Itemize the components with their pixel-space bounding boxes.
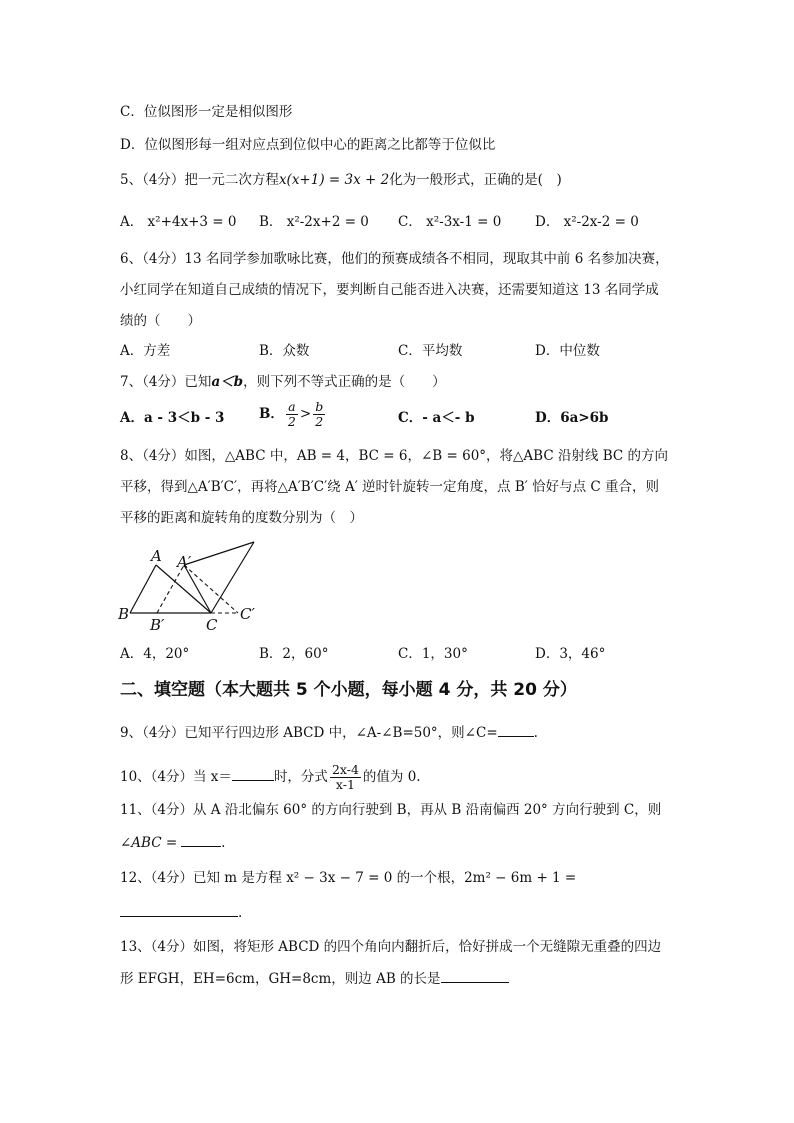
q11-answer-blank[interactable] [181, 832, 221, 847]
q9-answer-blank[interactable] [498, 722, 534, 737]
q10-suffix: 的值为 0. [362, 769, 421, 785]
triangle-translation-figure [118, 540, 268, 632]
q7-option-d: D．6a>6b [535, 410, 609, 426]
q10-prefix: 10、（4分）当 x＝ [120, 769, 232, 785]
q10-mid: 时，分式 [273, 769, 328, 785]
segment-ac [156, 565, 211, 613]
q5-equation: x(x+1) = 3x + 2 [278, 172, 390, 188]
q10-fraction: $\frac{2x-4}{x-1}$ [331, 762, 359, 792]
label-a-prime: A′ [177, 553, 192, 571]
q8-option-d: D．3，46° [535, 646, 606, 662]
q11-angle: ∠ABC = [120, 835, 178, 851]
question-6-line-2: 小红同学在知道自己成绩的情况下，要判断自己能否进入决赛，还需要知道这 13 名同学成 [120, 282, 659, 298]
q6-option-a: A．方差 [120, 343, 171, 359]
option-c-statement: C．位似图形一定是相似图形 [120, 104, 293, 120]
segment-b2-a2-dashed [157, 565, 184, 613]
q5-suffix: 化为一般形式，正确的是( ) [389, 172, 562, 188]
question-7 [120, 372, 734, 392]
q7-option-c: C．- a＜- b [398, 410, 475, 426]
segment-a2-c2-dashed [184, 565, 238, 613]
question-6-line-1: 6、（4分）13 名同学参加歌咏比赛，他们的预赛成绩各不相同，现取其中前 6 名参加决赛， [120, 251, 669, 267]
question-11-line-1: 11、（4分）从 A 沿北偏东 60° 的方向行驶到 B，再从 B 沿南偏西 20° 方向行驶到 C，则 [120, 802, 662, 818]
q6-option-b: B．众数 [259, 343, 310, 359]
question-8-line-3: 平移的距离和旋转角的度数分别为（ ） [120, 510, 363, 526]
label-c: C [206, 616, 218, 632]
question-6-line-3: 绩的（ ） [120, 313, 201, 329]
segment-a2-c [184, 565, 211, 613]
segment-top-c [211, 542, 254, 613]
q11-end: . [221, 835, 226, 851]
q9-end: . [533, 725, 538, 741]
q7-suffix: ，则下列不等式正确的是（ ） [243, 374, 446, 390]
q8-option-a: A．4，20° [120, 646, 190, 662]
q13-text: 形 EFGH，EH=6cm，GH=8cm，则边 AB 的长是 [120, 971, 441, 987]
q5-option-d: D． x²-2x-2 = 0 [535, 214, 639, 230]
q7-option-a: A．a - 3＜b - 3 [120, 410, 225, 426]
section-2-title: 二、填空题（本大题共 5 个小题，每小题 4 分，共 20 分） [120, 680, 577, 700]
q5-option-b: B． x²-2x+2 = 0 [259, 214, 369, 230]
label-c-prime: C′ [240, 605, 255, 623]
q9-text: 9、（4分）已知平行四边形 ABCD 中，∠A-∠B=50°，则∠C= [120, 725, 498, 741]
q7-prefix: 7、（4分）已知 [120, 374, 212, 390]
q7-option-b [259, 400, 327, 429]
label-a: A [151, 547, 162, 565]
q6-option-d: D．中位数 [535, 343, 600, 359]
q8-option-c: C．1，30° [398, 646, 468, 662]
q7-fraction-a-over-2: $\frac{a}{2}$ [287, 399, 296, 429]
question-5 [120, 170, 734, 190]
question-13-line-2 [120, 968, 734, 989]
option-d-statement: D．位似图形每一组对应点到位似中心的距离之比都等于位似比 [120, 137, 496, 153]
q5-prefix: 5、（4分）把一元二次方程 [120, 172, 279, 188]
question-10 [120, 760, 734, 794]
q5-option-c: C． x²-3x-1 = 0 [398, 214, 502, 230]
q7-fraction-b-over-2: $\frac{b}{2}$ [315, 399, 324, 429]
q13-answer-blank[interactable] [441, 968, 509, 983]
question-12-answer-line [120, 902, 734, 923]
label-b-prime: B′ [150, 616, 165, 632]
segment-a2-top [184, 542, 254, 565]
question-12: 12、（4分）已知 m 是方程 x² − 3x − 7 = 0 的一个根，2m² − 6m + 1 = [120, 870, 577, 886]
segment-ab [130, 565, 156, 613]
question-13-line-1: 13、（4分）如图，将矩形 ABCD 的四个角向内翻折后，恰好拼成一个无缝隙无重叠的四边 [120, 939, 662, 955]
question-11-line-2 [120, 832, 734, 853]
q5-option-a: A． x²+4x+3 = 0 [120, 214, 237, 230]
q12-end: . [238, 905, 243, 921]
q7-option-b-label: B． [259, 406, 284, 422]
q10-answer-blank[interactable] [232, 766, 274, 781]
q6-option-c: C．平均数 [398, 343, 463, 359]
q7-condition: a＜b [211, 374, 244, 390]
question-8-line-1: 8、（4分）如图，△ABC 中，AB = 4，BC = 6，∠B = 60°，将△ABC 沿射线 BC 的方向 [120, 448, 669, 464]
question-8-line-2: 平移，得到△A′B′C′，再将△A′B′C′绕 A′ 逆时针旋转一定角度，点 B′ 恰好与点 C 重合，则 [120, 479, 660, 495]
q7-greater-than: > [299, 406, 312, 422]
q8-option-b: B．2，60° [259, 646, 329, 662]
label-b: B [118, 605, 130, 623]
q12-answer-blank[interactable] [120, 902, 238, 917]
question-9 [120, 722, 734, 743]
